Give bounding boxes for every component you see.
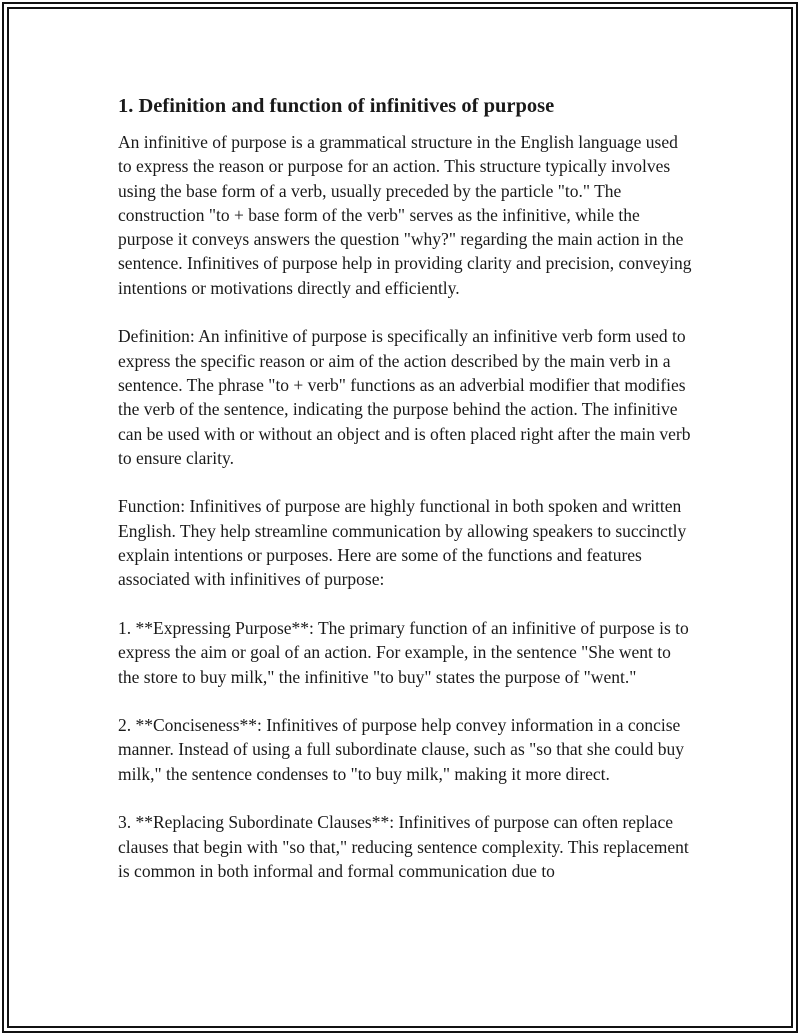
list-item-conciseness: 2. **Conciseness**: Infinitives of purpose help convey information in a concise manner. Instead of using a full subordinate clause, such as "so that she could buy milk," the sentence condenses to "to buy milk," making it more direct.: [118, 715, 685, 784]
paragraph-intro: An infinitive of purpose is a grammatical structure in the English language used to express the reason or purpose for an action. This structure typically involves using the base form of a verb, usually preceded by the particle "to." The construction "to + base form of the verb" serves as the infinitive, while the purpose it conveys answers the question "why?" regarding the main action in the sentence. Infinitives of purpose help in providing clarity and precision, conveying intentions or motivations directly and efficiently.: [118, 132, 692, 298]
section-heading: 1. Definition and function of infinitives of purpose: [118, 95, 555, 117]
document-body: [118, 92, 693, 908]
list-item-replacing-clauses: 3. **Replacing Subordinate Clauses**: Infinitives of purpose can often replace clauses that begin with "so that," reducing sentence complexity. This replacement is common in both informal and formal communication due to: [118, 812, 689, 881]
list-item-expressing-purpose: 1. **Expressing Purpose**: The primary function of an infinitive of purpose is to express the aim or goal of an action. For example, in the sentence "She went to the store to buy milk," the infinitive "to buy" states the purpose of "went.": [118, 617, 689, 687]
paragraph-function: Function: Infinitives of purpose are highly functional in both spoken and written English. They help streamline communication by allowing speakers to succinctly explain intentions or purposes. Here are some of the functions and features associated with infinitives of purpose:: [118, 496, 687, 590]
paragraph-definition: Definition: An infinitive of purpose is specifically an infinitive verb form used to express the specific reason or aim of the action described by the main verb in a sentence. The phrase "to + verb" functions as an adverbial modifier that modifies the verb of the sentence, indicating the purpose behind the action. The infinitive can be used with or without an object and is often placed right after the main verb to ensure clarity.: [118, 326, 691, 468]
